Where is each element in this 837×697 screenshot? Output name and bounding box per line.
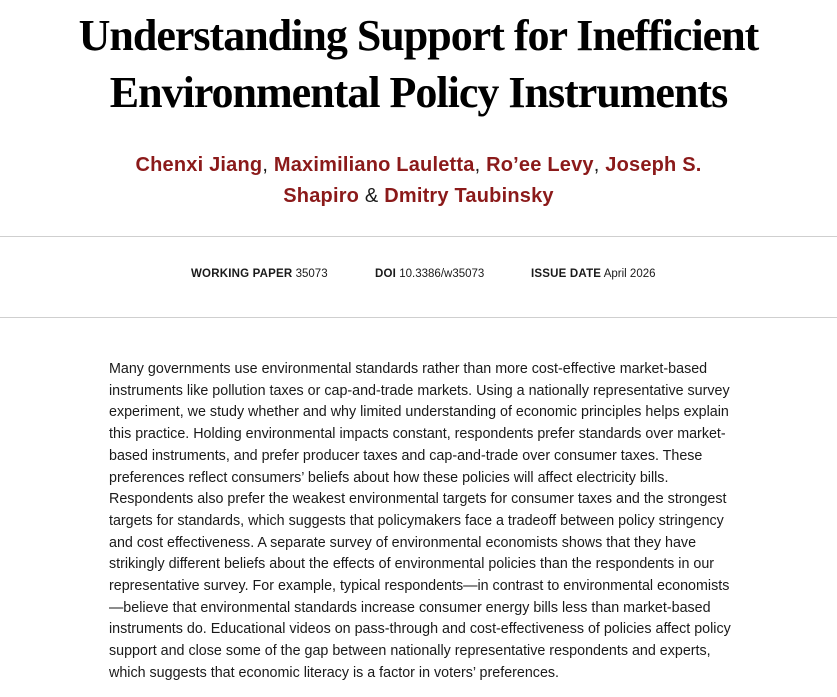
page-title [0,8,837,122]
working-paper-value: 35073 [295,268,328,280]
abstract-text: Many governments use environmental standards rather than more cost-effective market-based instruments like pollution taxes or cap-and-trade markets. Using a nationally representative survey experiment, we study whether and why limited understanding of economic principles helps explain this practice. Holding environmental impacts constant, respondents prefer standards over market-based instruments, and prefer producer taxes and cap-and-trade over consumer taxes. These preferences reflect consumers’ beliefs about how these policies will affect electricity bills. Respondents also prefer the weakest environmental targets for consumer taxes and the strongest targets for standards, which suggests that policymakers face a tradeoff between policy stringency and cost effectiveness. A separate survey of environmental economists shows that they have strikingly different beliefs about the effects of environmental policies than the respondents in our representative survey. For example, typical respondents—in contrast to environmental economists—believe that environmental standards increase consumer energy bills less than market-based instruments do. Educational videos on pass-through and cost-effectiveness of policies affect policy support and close some of the gap between nationally representative respondents and experts, which suggests that economic literacy is a factor in voters’ preferences. [109,361,731,681]
working-paper-label: WORKING PAPER [191,268,293,280]
issue-date-value: April 2026 [603,268,656,280]
issue-date-label: ISSUE DATE [531,268,602,280]
author-link-taubinsky[interactable]: Dmitry Taubinsky [384,185,554,207]
doi [375,268,484,280]
author-list [100,150,737,212]
author-conjunction: & [364,185,379,207]
title-line-2: Environmental Policy Instruments [109,67,728,117]
doi-value[interactable]: 10.3386/w35073 [399,268,485,280]
title-line-1: Understanding Support for Inefficient [78,11,759,60]
author-separator: , [262,154,269,176]
issue-date [531,268,656,280]
working-paper-number [191,268,328,280]
author-link-jiang[interactable]: Chenxi Jiang [135,154,263,176]
doi-label: DOI [375,268,397,280]
author-link-levy[interactable]: Ro’ee Levy [486,154,594,176]
author-link-lauletta[interactable]: Maximiliano Lauletta [273,154,475,176]
author-separator: , [593,154,600,176]
divider-top [0,236,837,237]
author-separator: , [474,154,481,176]
author-link-shapiro[interactable]: Joseph S. Shapiro [283,154,702,207]
divider-bottom [0,317,837,318]
